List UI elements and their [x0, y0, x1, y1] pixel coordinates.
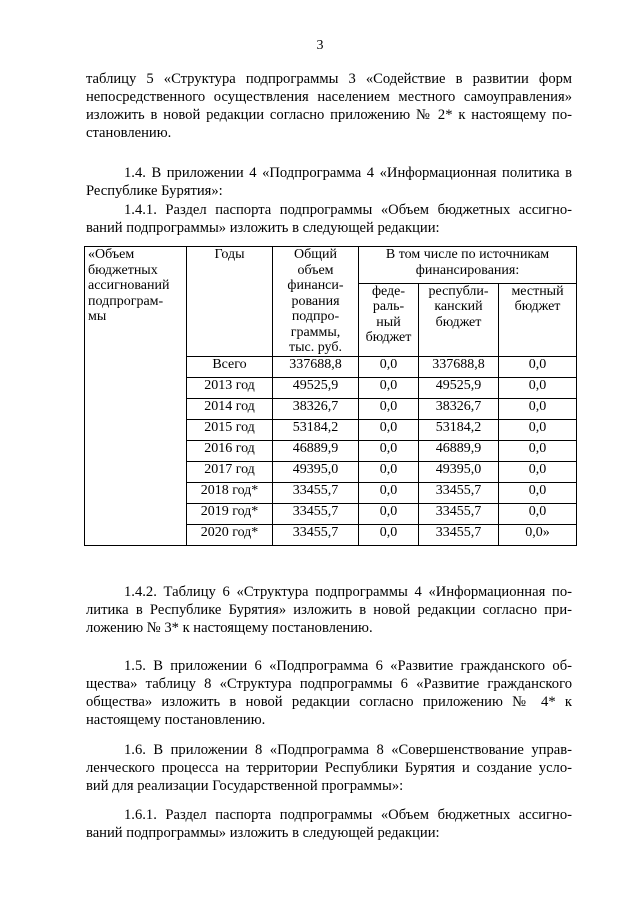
cell-local: 0,0 [499, 377, 577, 398]
text-line: настоящему постановлению. [86, 712, 266, 728]
header-line: финансирования: [415, 262, 520, 278]
cell-year: 2014 год [187, 398, 273, 419]
header-line: бюджет [514, 299, 561, 315]
cell-year: 2013 год [187, 377, 273, 398]
cell-year: 2017 год [187, 461, 273, 482]
cell-federal: 0,0 [359, 482, 419, 503]
cell-local: 0,0 [499, 419, 577, 440]
cell-total: 53184,2 [273, 419, 359, 440]
cell-year: 2020 год* [187, 524, 273, 545]
header-line: феде- [371, 283, 406, 299]
header-line: Общий [294, 247, 337, 262]
table-header-row [85, 247, 577, 284]
cell-total: 49395,0 [273, 461, 359, 482]
cell-federal: 0,0 [359, 461, 419, 482]
cell-local: 0,0 [499, 440, 577, 461]
paragraph-1-6 [86, 741, 572, 795]
header-republic [419, 283, 499, 356]
header-line: В том числе по источникам [385, 247, 550, 262]
paragraph-1-5 [86, 657, 572, 729]
cell-republic: 46889,9 [419, 440, 499, 461]
text-line: щества» таблицу 8 «Структура подпрограммы 6 «Развитие гражданского [86, 676, 572, 692]
cell-local: 0,0 [499, 461, 577, 482]
text-line: вий для реализации Государственной программы»: [86, 778, 404, 794]
cell-republic: 337688,8 [419, 356, 499, 377]
cell-federal: 0,0 [359, 524, 419, 545]
cell-republic: 53184,2 [419, 419, 499, 440]
cell-federal: 0,0 [359, 356, 419, 377]
text-line: 1.6. В приложении 8 «Подпрограмма 8 «Совершенствование управ- [124, 742, 572, 758]
cell-total: 38326,7 [273, 398, 359, 419]
cell-total: 33455,7 [273, 503, 359, 524]
header-line: граммы, [290, 324, 341, 340]
header-local [499, 283, 577, 356]
cell-federal: 0,0 [359, 377, 419, 398]
cell-federal: 0,0 [359, 440, 419, 461]
cell-total: 33455,7 [273, 524, 359, 545]
cell-local: 0,0 [499, 482, 577, 503]
header-line: раль- [372, 299, 405, 315]
cell-federal: 0,0 [359, 398, 419, 419]
row-label-line: подпрограм- [88, 293, 164, 309]
paragraph-1-6-1 [86, 806, 572, 842]
text-line: таблицу 5 «Структура подпрограммы 3 «Содействие в развитии форм [86, 71, 572, 87]
header-line: объем [297, 262, 334, 278]
cell-year: 2019 год* [187, 503, 273, 524]
page-number: 3 [316, 38, 324, 53]
text-line: литика в Республике Бурятия» изложить в новой редакции согласно при- [86, 602, 572, 618]
text-line: изложить в новой редакции согласно приложению № 2* к настоящему по- [86, 107, 572, 123]
text-line: ленческого процесса на территории Республики Бурятия и создание усло- [86, 760, 572, 776]
header-line: местный [511, 283, 564, 299]
header-line: республи- [428, 283, 489, 299]
text-line: непосредственного осуществления населением местного самоуправления» [86, 89, 572, 105]
text-line: становлению. [86, 125, 172, 141]
budget-table [84, 246, 577, 546]
paragraph-table5 [86, 70, 572, 142]
cell-total: 49525,9 [273, 377, 359, 398]
row-label-line: ассигнований [88, 278, 170, 293]
header-line: ный [376, 314, 401, 330]
cell-year: 2015 год [187, 419, 273, 440]
header-line: финанси- [287, 278, 344, 293]
cell-year: 2016 год [187, 440, 273, 461]
text-line: общества» изложить в новой редакции согласно приложению № 4* к [86, 694, 572, 710]
text-line: ваний подпрограммы» изложить в следующей редакции: [86, 220, 440, 236]
header-line: тыс. руб. [289, 340, 342, 355]
paragraph-1-4-2 [86, 583, 572, 637]
paragraph-1-4-1 [86, 201, 572, 237]
header-line: канский [434, 299, 483, 315]
cell-federal: 0,0 [359, 503, 419, 524]
row-label-cell [85, 247, 187, 546]
text-line: Республике Бурятия»: [86, 183, 223, 199]
cell-total: 337688,8 [273, 356, 359, 377]
cell-republic: 33455,7 [419, 503, 499, 524]
text-line: 1.5. В приложении 6 «Подпрограмма 6 «Развитие гражданского об- [124, 658, 572, 674]
header-federal [359, 283, 419, 356]
cell-year: Всего [187, 356, 273, 377]
cell-year: 2018 год* [187, 482, 273, 503]
cell-local: 0,0» [499, 524, 577, 545]
header-line: рования [291, 293, 340, 309]
header-years: Годы [187, 247, 273, 357]
cell-republic: 49525,9 [419, 377, 499, 398]
cell-local: 0,0 [499, 398, 577, 419]
text-line: 1.4.1. Раздел паспорта подпрограммы «Объем бюджетных ассигно- [124, 202, 572, 218]
text-line: 1.4. В приложении 4 «Подпрограмма 4 «Информационная политика в [124, 165, 572, 181]
header-sources [359, 247, 577, 284]
paragraph-1-4 [86, 164, 572, 200]
header-line: бюджет [365, 330, 412, 346]
row-label-line: мы [88, 309, 107, 324]
cell-republic: 33455,7 [419, 482, 499, 503]
header-line: подпро- [291, 309, 340, 324]
cell-local: 0,0 [499, 356, 577, 377]
row-label-line: бюджетных [88, 262, 158, 278]
text-line: 1.6.1. Раздел паспорта подпрограммы «Объем бюджетных ассигно- [124, 807, 572, 823]
cell-local: 0,0 [499, 503, 577, 524]
header-line: бюджет [435, 314, 482, 330]
cell-republic: 38326,7 [419, 398, 499, 419]
text-line: 1.4.2. Таблицу 6 «Структура подпрограммы 4 «Информационная по- [124, 584, 572, 600]
cell-federal: 0,0 [359, 419, 419, 440]
cell-total: 33455,7 [273, 482, 359, 503]
cell-republic: 49395,0 [419, 461, 499, 482]
row-label-line: «Объем [88, 247, 135, 262]
cell-republic: 33455,7 [419, 524, 499, 545]
text-line: ваний подпрограммы» изложить в следующей редакции: [86, 825, 440, 841]
text-line: ложению № 3* к настоящему постановлению. [86, 620, 373, 636]
cell-total: 46889,9 [273, 440, 359, 461]
header-total [273, 247, 359, 357]
